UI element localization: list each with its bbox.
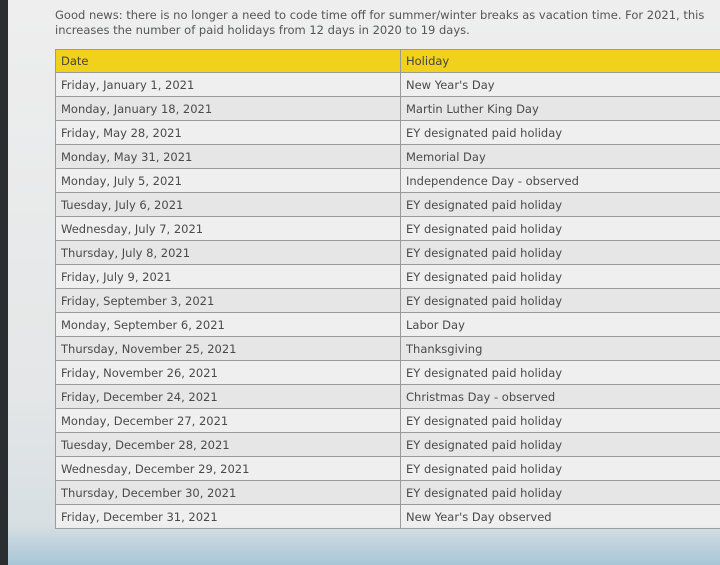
date-cell: Friday, December 31, 2021	[56, 505, 401, 529]
date-cell: Monday, May 31, 2021	[56, 145, 401, 169]
holiday-cell: Memorial Day	[401, 145, 720, 169]
holiday-cell: EY designated paid holiday	[401, 241, 720, 265]
date-cell: Tuesday, December 28, 2021	[56, 433, 401, 457]
holiday-cell: Labor Day	[401, 313, 720, 337]
table-row	[56, 433, 720, 457]
column-header-date: Date	[56, 50, 401, 73]
holiday-cell: EY designated paid holiday	[401, 193, 720, 217]
table-row	[56, 457, 720, 481]
date-cell: Friday, May 28, 2021	[56, 121, 401, 145]
date-cell: Thursday, November 25, 2021	[56, 337, 401, 361]
holiday-table	[55, 49, 720, 529]
date-cell: Monday, July 5, 2021	[56, 169, 401, 193]
date-cell: Monday, September 6, 2021	[56, 313, 401, 337]
holiday-cell: EY designated paid holiday	[401, 433, 720, 457]
date-cell: Friday, July 9, 2021	[56, 265, 401, 289]
date-cell: Thursday, July 8, 2021	[56, 241, 401, 265]
holiday-cell: New Year's Day observed	[401, 505, 720, 529]
table-row	[56, 289, 720, 313]
holiday-cell: Thanksgiving	[401, 337, 720, 361]
table-row	[56, 217, 720, 241]
holiday-cell: EY designated paid holiday	[401, 121, 720, 145]
table-row	[56, 265, 720, 289]
table-row	[56, 361, 720, 385]
table-row	[56, 337, 720, 361]
holiday-cell: EY designated paid holiday	[401, 361, 720, 385]
table-row	[56, 145, 720, 169]
screen-glare	[8, 525, 720, 565]
table-row	[56, 73, 720, 97]
table-row	[56, 385, 720, 409]
date-cell: Wednesday, December 29, 2021	[56, 457, 401, 481]
table-row	[56, 241, 720, 265]
date-cell: Wednesday, July 7, 2021	[56, 217, 401, 241]
table-row	[56, 481, 720, 505]
holiday-cell: EY designated paid holiday	[401, 481, 720, 505]
table-row	[56, 97, 720, 121]
table-row	[56, 193, 720, 217]
holiday-cell: New Year's Day	[401, 73, 720, 97]
column-header-holiday: Holiday	[401, 50, 720, 73]
date-cell: Friday, September 3, 2021	[56, 289, 401, 313]
holiday-cell: Christmas Day - observed	[401, 385, 720, 409]
date-cell: Tuesday, July 6, 2021	[56, 193, 401, 217]
holiday-cell: EY designated paid holiday	[401, 409, 720, 433]
date-cell: Friday, December 24, 2021	[56, 385, 401, 409]
screen	[8, 0, 720, 565]
table-row	[56, 121, 720, 145]
holiday-cell: EY designated paid holiday	[401, 457, 720, 481]
holiday-cell: Martin Luther King Day	[401, 97, 720, 121]
date-cell: Monday, January 18, 2021	[56, 97, 401, 121]
date-cell: Monday, December 27, 2021	[56, 409, 401, 433]
date-cell: Friday, January 1, 2021	[56, 73, 401, 97]
holiday-cell: Independence Day - observed	[401, 169, 720, 193]
table-header-row	[56, 50, 720, 73]
table-row	[56, 409, 720, 433]
holiday-cell: EY designated paid holiday	[401, 217, 720, 241]
holiday-cell: EY designated paid holiday	[401, 289, 720, 313]
table-body	[56, 73, 720, 529]
notice-text: Good news: there is no longer a need to code time off for summer/winter breaks as vacation time. For 2021, this increases the number of paid holidays from 12 days in 2020 to 19 days.	[55, 8, 705, 37]
table-row	[56, 169, 720, 193]
table-row	[56, 313, 720, 337]
date-cell: Friday, November 26, 2021	[56, 361, 401, 385]
holiday-cell: EY designated paid holiday	[401, 265, 720, 289]
date-cell: Thursday, December 30, 2021	[56, 481, 401, 505]
